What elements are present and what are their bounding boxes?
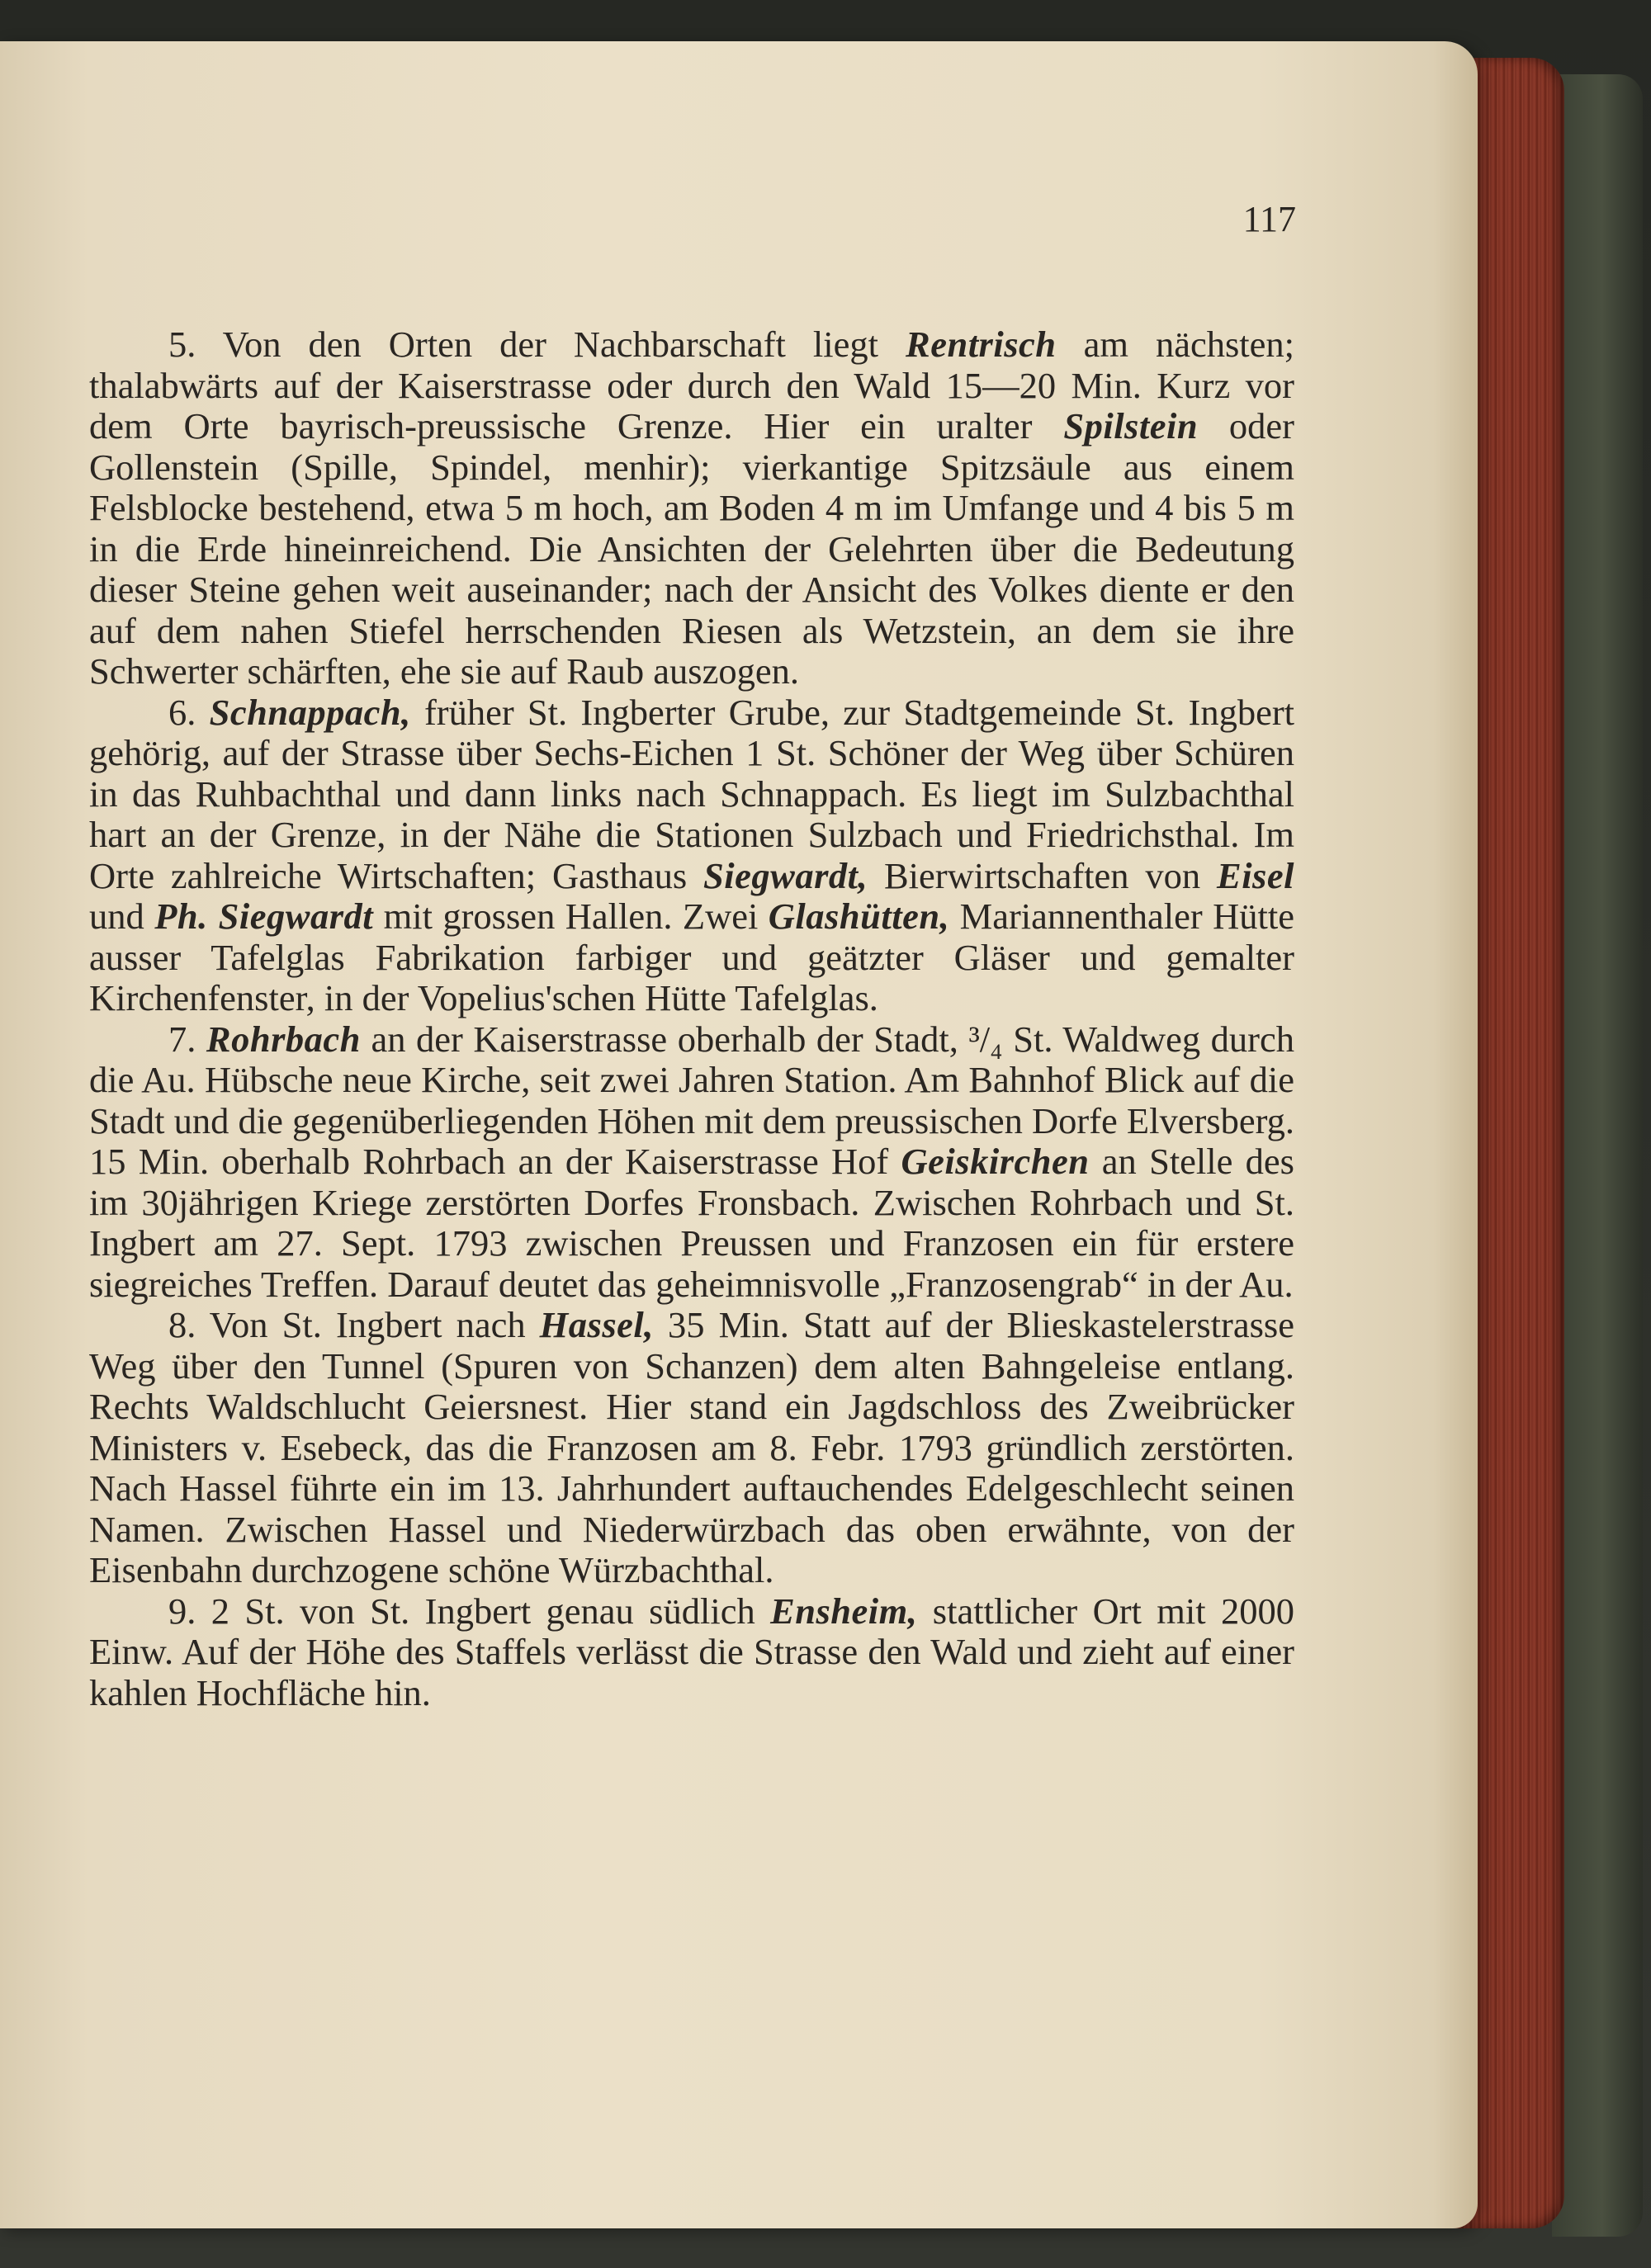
- text-segment: 2 St. von St. Ingbert genau südlich: [196, 1590, 771, 1632]
- paragraph: [89, 692, 1294, 1019]
- paragraph-number: 7.: [168, 1018, 196, 1060]
- place-name: Ph. Siegwardt: [154, 895, 374, 937]
- text-segment: [196, 692, 209, 733]
- text-segment: 35 Min. Statt auf der Blieskastelerstrasse Weg über den Tunnel (Spuren von Schanzen) dem alten Bahngeleise entlang. Rechts Waldschlucht Geiersnest. Hier stand ein Jagdschloss des Zweibrücker Ministers v. Esebeck, das die Franzosen am 8. Febr. 1793 gründlich zerstörten. Nach Hassel führte ein im 13. Jahrhundert auftauchendes Edelgeschlecht seinen Namen. Zwischen Hassel und Niederwürzbach das oben erwähnte, von der Eisenbahn durchzogene schöne Würzbachthal.: [89, 1304, 1294, 1590]
- place-name: Rohrbach: [206, 1018, 361, 1060]
- text-segment: Von den Orten der Nachbarschaft liegt: [196, 324, 906, 365]
- place-name: Siegwardt,: [703, 854, 868, 896]
- text-segment: früher St. Ingberter Grube, zur Stadtgemeinde St. Ingbert gehörig, auf der Strasse über Sechs-Eichen 1 St. Schöner der Weg über Schüren in das Ruhbachthal und dann links nach Schnappach. Es liegt im Sulzbachthal hart an der Grenze, in der Nähe die Stationen Sulzbach und Friedrichsthal. Im Orte zahlreiche Wirtschaften; Gasthaus: [89, 691, 1295, 896]
- paragraph-number: 6.: [168, 691, 196, 733]
- text-segment: an Stelle des im 30jährigen Kriege zerstörten Dorfes Fronsbach. Zwischen Rohrbach und St. Ingbert am 27. Sept. 1793 zwischen Preussen und Franzosen ein für erstere siegreiches Treffen. Darauf deutet das geheimnisvolle „Franzosengrab“ in der Au.: [89, 1141, 1295, 1305]
- place-name: Schnappach,: [209, 691, 411, 733]
- text-segment: [196, 1018, 206, 1060]
- place-name: Spilstein: [1063, 405, 1199, 447]
- text-segment: oder Gollenstein (Spille, Spindel, menhir); vierkantige Spitzsäule aus einem Felsblocke bestehend, etwa 5 m hoch, am Boden 4 m im Umfange und 4 bis 5 m in die Erde hineinreichend. Die Ansichten der Gelehrten über die Bedeutung dieser Steine gehen weit auseinander; nach der Ansicht des Volkes diente er den auf dem nahen Stiefel herrschenden Riesen als Wetzstein, an dem sie ihre Schwerter schärften, ehe sie auf Raub auszogen.: [89, 405, 1295, 692]
- paragraph: [89, 1305, 1294, 1591]
- book-cover-edge: [1552, 74, 1643, 2237]
- paragraph: [89, 1591, 1294, 1714]
- paragraph-number: 8.: [168, 1304, 196, 1345]
- text-segment: an der Kaiserstrasse oberhalb der Stadt, ³/₄ St. Waldweg durch die Au. Hübsche neue Kirche, seit zwei Jahren Station. Am Bahnhof Blick auf die Stadt und die gegenüberliegenden Höhen mit dem preussischen Dorfe Elversberg. 15 Min. oberhalb Rohrbach an der Kaiserstrasse Hof: [89, 1018, 1294, 1182]
- place-name: Glashütten,: [768, 895, 950, 937]
- text-segment: am nächsten; thalabwärts auf der Kaiserstrasse oder durch den Wald 15—20 Min. Kurz vor dem Orte bayrisch-preussische Grenze. Hier ein uralter: [89, 324, 1294, 447]
- place-name: Hassel,: [539, 1304, 654, 1345]
- paragraph: [89, 324, 1294, 692]
- place-name: Rentrisch: [906, 324, 1057, 365]
- paragraph-number: 9.: [168, 1590, 196, 1632]
- book-page: [0, 41, 1478, 2228]
- text-segment: mit grossen Hallen. Zwei: [373, 895, 769, 937]
- body-text: [89, 324, 1294, 1713]
- page-number: 117: [1242, 199, 1296, 239]
- place-name: Ensheim,: [770, 1590, 918, 1632]
- text-segment: stattlicher Ort mit 2000 Einw. Auf der Höhe des Staffels verlässt die Strasse den Wald und zieht auf einer kahlen Hochfläche hin.: [89, 1590, 1294, 1713]
- paragraph-number: 5.: [168, 324, 196, 365]
- place-name: Geiskirchen: [901, 1141, 1090, 1182]
- paragraph: [89, 1019, 1294, 1306]
- text-segment: Bierwirtschaften von: [868, 854, 1218, 896]
- text-segment: und: [89, 895, 155, 937]
- text-segment: Mariannenthaler Hütte ausser Tafelglas Fabrikation farbiger und geätzter Gläser und gemalter Kirchenfenster, in der Vopelius'schen Hütte Tafelglas.: [89, 895, 1294, 1018]
- text-segment: Von St. Ingbert nach: [196, 1304, 540, 1345]
- place-name: Eisel: [1217, 854, 1294, 896]
